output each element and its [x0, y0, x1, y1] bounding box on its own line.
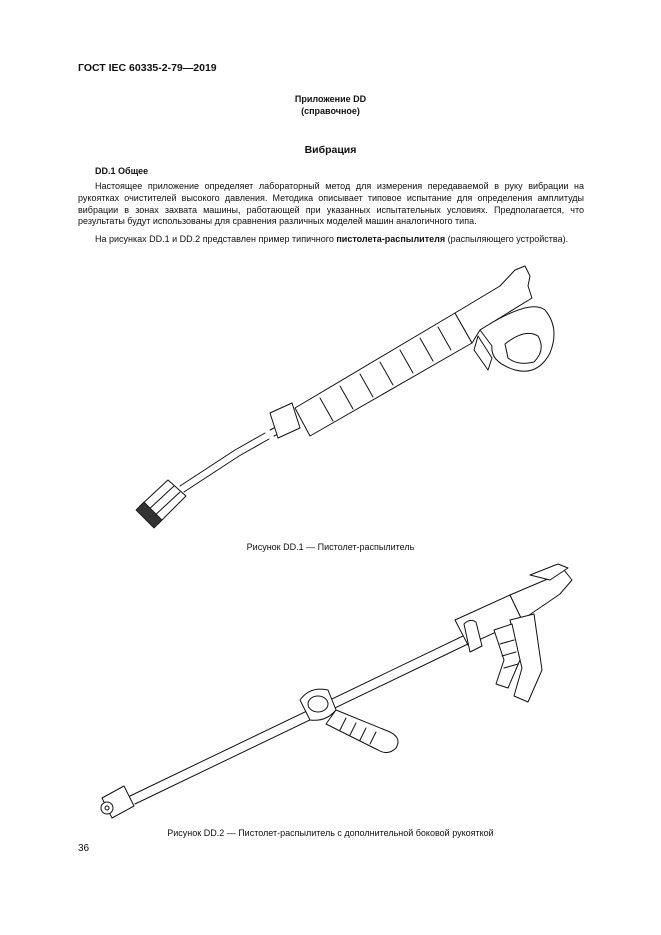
- paragraph-1: [78, 181, 584, 228]
- side-handle: [300, 689, 398, 752]
- section-title: DD.1 Общее: [95, 166, 149, 176]
- annex-heading: [0, 93, 661, 117]
- figure-dd2-spray-gun-side-handle: [90, 560, 580, 820]
- page-number: 36: [78, 843, 90, 854]
- figure-dd1-caption: Рисунок DD.1 — Пистолет-распылитель: [246, 542, 415, 552]
- annex-subject: Вибрация: [304, 144, 357, 156]
- paragraph-1-text: Настоящее приложение определяет лабораторный метод для измерения передаваемой в руку вибрации на рукоятках очистителей высокого давления. Методика описывает типовое испытание для определения амплитуды вибрации в зонах захвата машины, работающей при указанных испытательных условиях. Предполагается, что результаты будут использованы для сравнения различных моделей машин аналогичного типа.: [78, 181, 584, 227]
- paragraph-2-bold: пистолета-распылителя: [336, 234, 446, 244]
- nozzle-icon: [136, 480, 186, 528]
- standard-header: ГОСТ IEC 60335-2-79—2019: [78, 62, 217, 74]
- paragraph-2-end: (распыляющего устройства).: [445, 234, 569, 244]
- annex-type: (справочное): [301, 106, 360, 116]
- figure-dd1-spray-gun: [120, 258, 570, 538]
- annex-title: Приложение DD: [294, 94, 367, 104]
- figure-dd2-caption: Рисунок DD.2 — Пистолет-распылитель с дополнительной боковой рукояткой: [167, 828, 494, 838]
- paragraph-2: [78, 234, 584, 246]
- nozzle-icon: [101, 786, 134, 818]
- paragraph-2-start: На рисунках DD.1 и DD.2 представлен пример типичного: [95, 234, 337, 244]
